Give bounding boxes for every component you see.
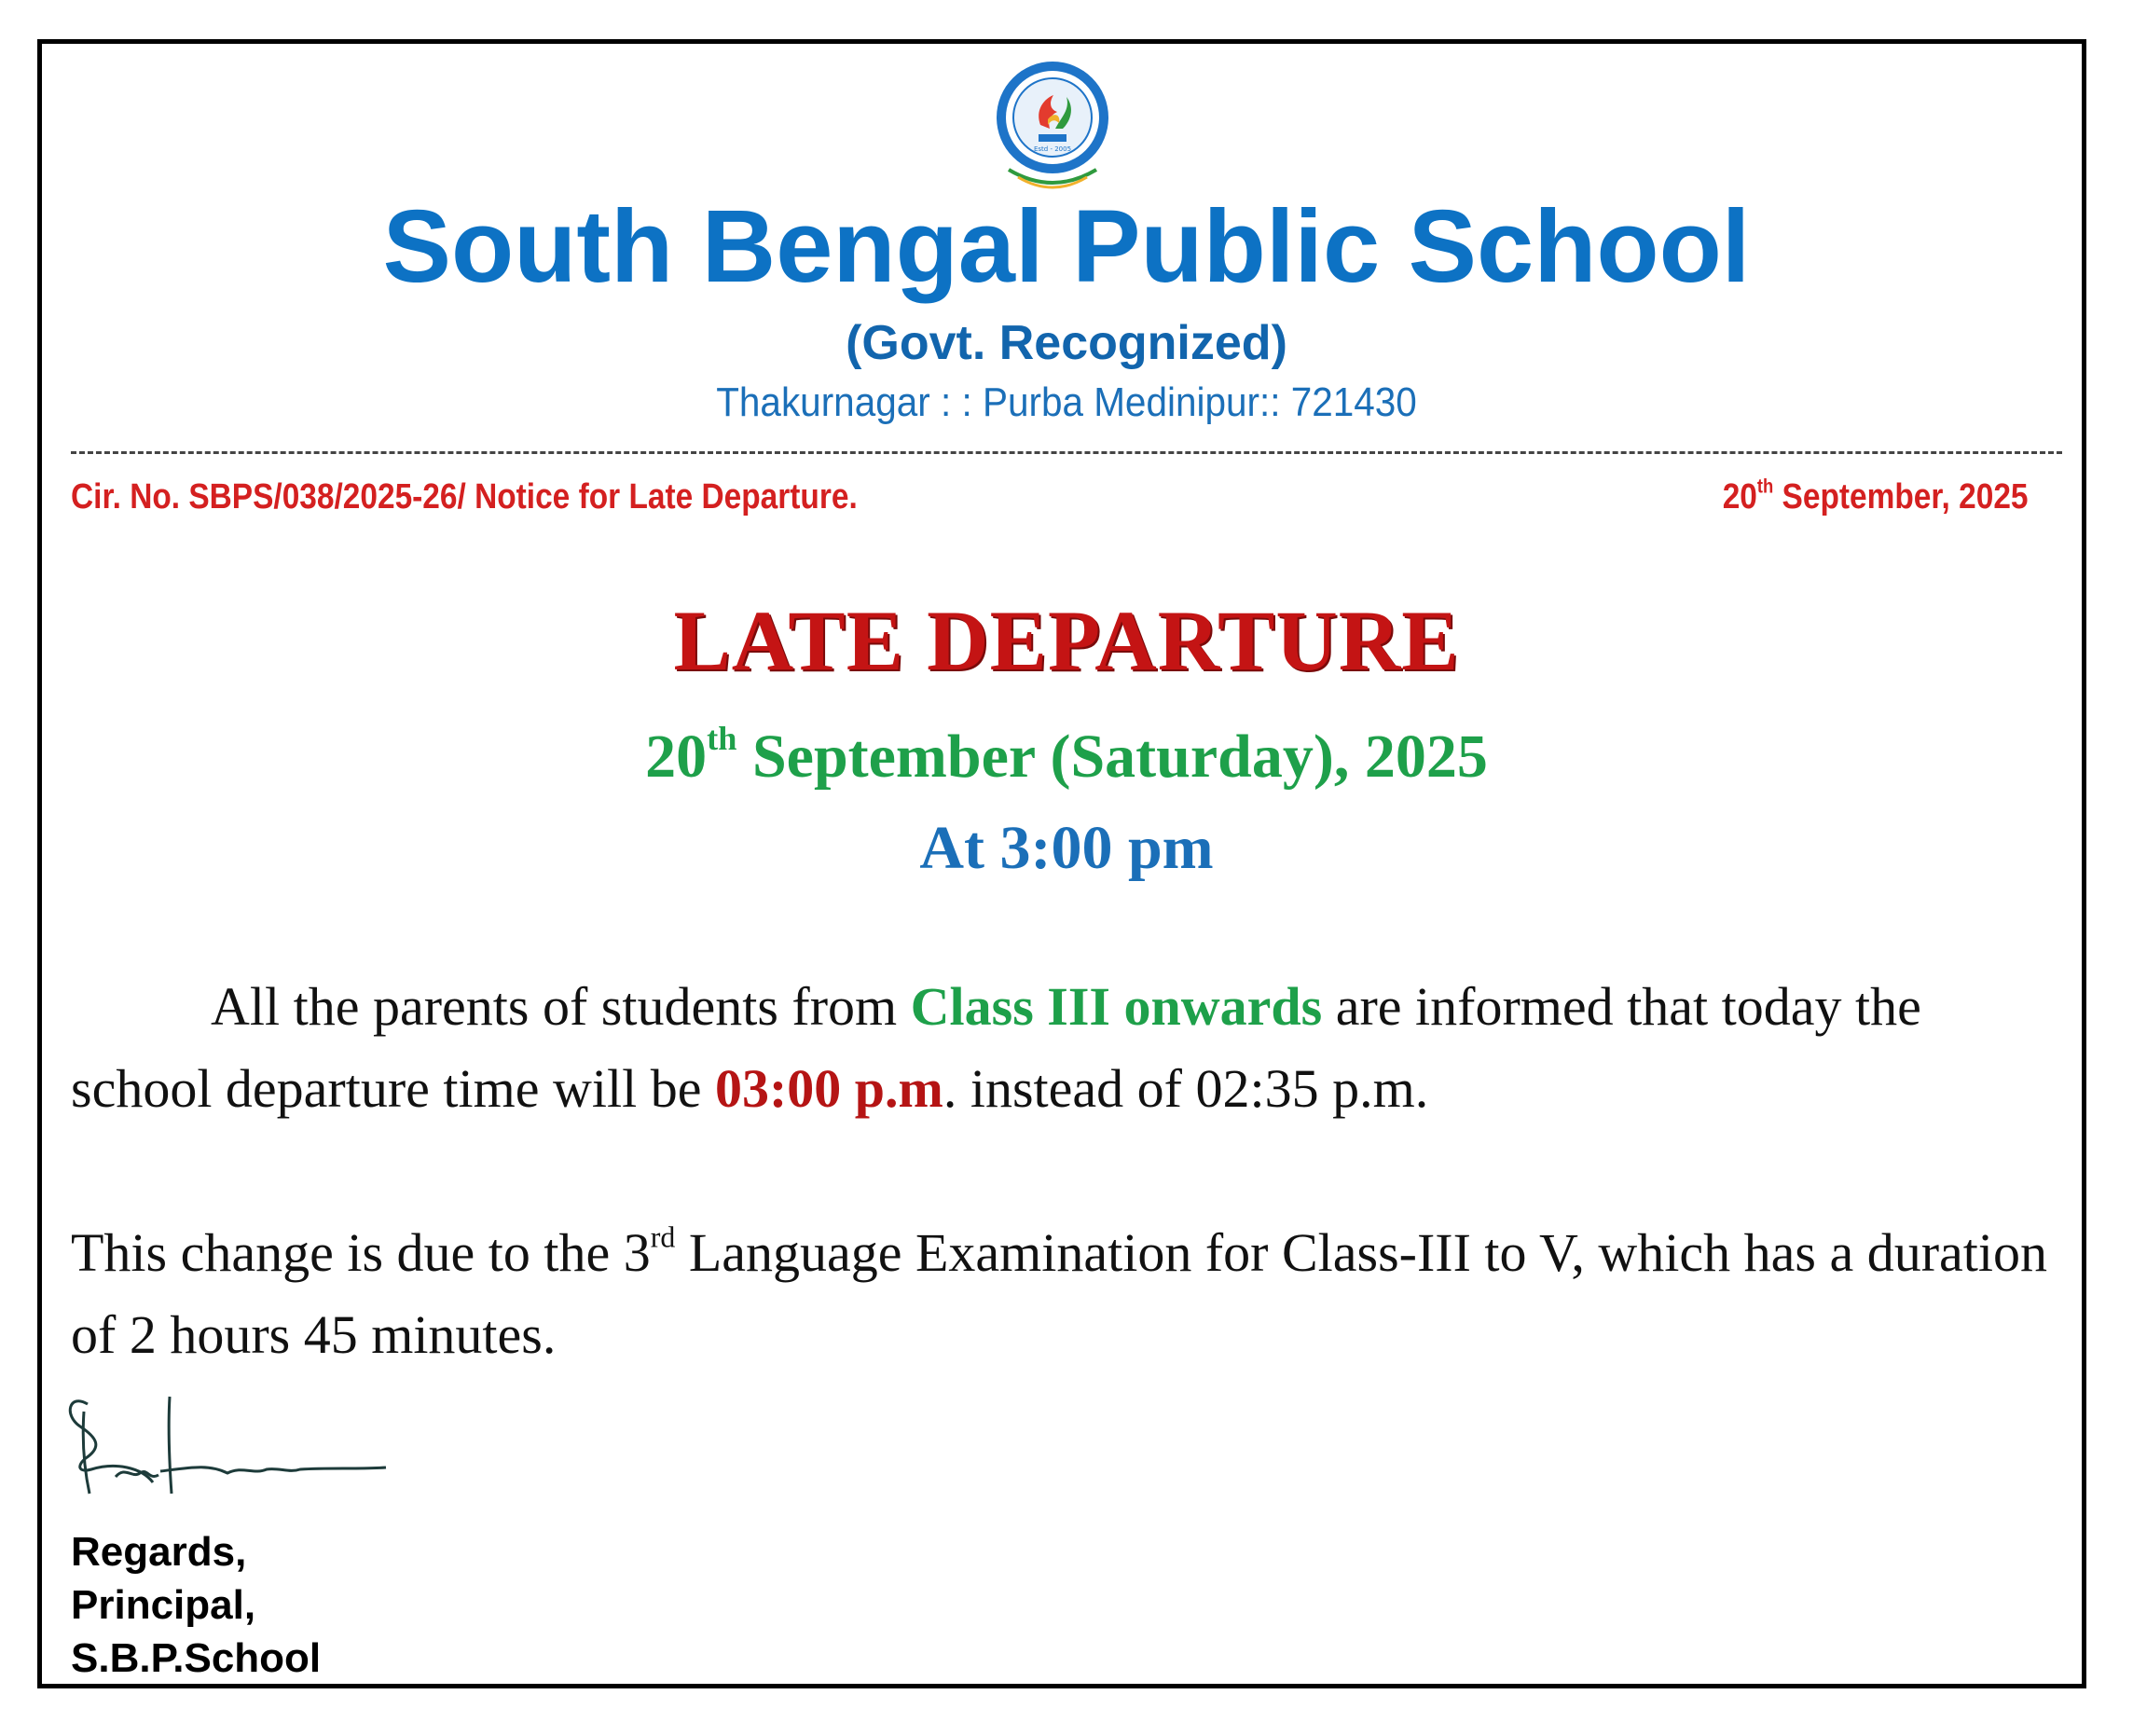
notice-headline: LATE DEPARTURE bbox=[673, 593, 1460, 688]
school-name: South Bengal Public School bbox=[382, 189, 1751, 304]
header-divider bbox=[71, 451, 2062, 454]
circular-date: 20th September, 2025 bbox=[1723, 475, 2029, 517]
notice-paragraph-1: All the parents of students from Class III onwards are informed that today the school departure time will be 03:00 p.m. instead of 02:35 p.m. bbox=[71, 976, 1921, 1119]
circular-number: Cir. No. SBPS/038/2025-26/ Notice for Late Departure. bbox=[71, 477, 858, 517]
class-range: Class III onwards bbox=[910, 976, 1323, 1037]
event-date: 20th September (Saturday), 2025 bbox=[645, 719, 1488, 791]
principal-signature bbox=[60, 1384, 395, 1523]
school-logo bbox=[992, 58, 1113, 198]
svg-text:Estd - 2005: Estd - 2005 bbox=[1033, 145, 1072, 153]
notice-paragraph-2: This change is due to the 3rd Language Examination for Class-III to V, which has a duration of 2 hours 45 minutes. bbox=[71, 1220, 2047, 1365]
school-address: Thakurnagar : : Purba Medinipur:: 721430 bbox=[716, 379, 1417, 425]
regards-line: Regards, bbox=[71, 1529, 247, 1575]
recognition-status: (Govt. Recognized) bbox=[846, 316, 1287, 370]
event-time: At 3:00 pm bbox=[919, 814, 1214, 882]
designation-line: Principal, bbox=[71, 1582, 256, 1628]
school-abbrev-line: S.B.P.School bbox=[71, 1635, 322, 1681]
new-departure-time: 03:00 p.m bbox=[714, 1058, 943, 1119]
closing-block bbox=[71, 1525, 321, 1685]
